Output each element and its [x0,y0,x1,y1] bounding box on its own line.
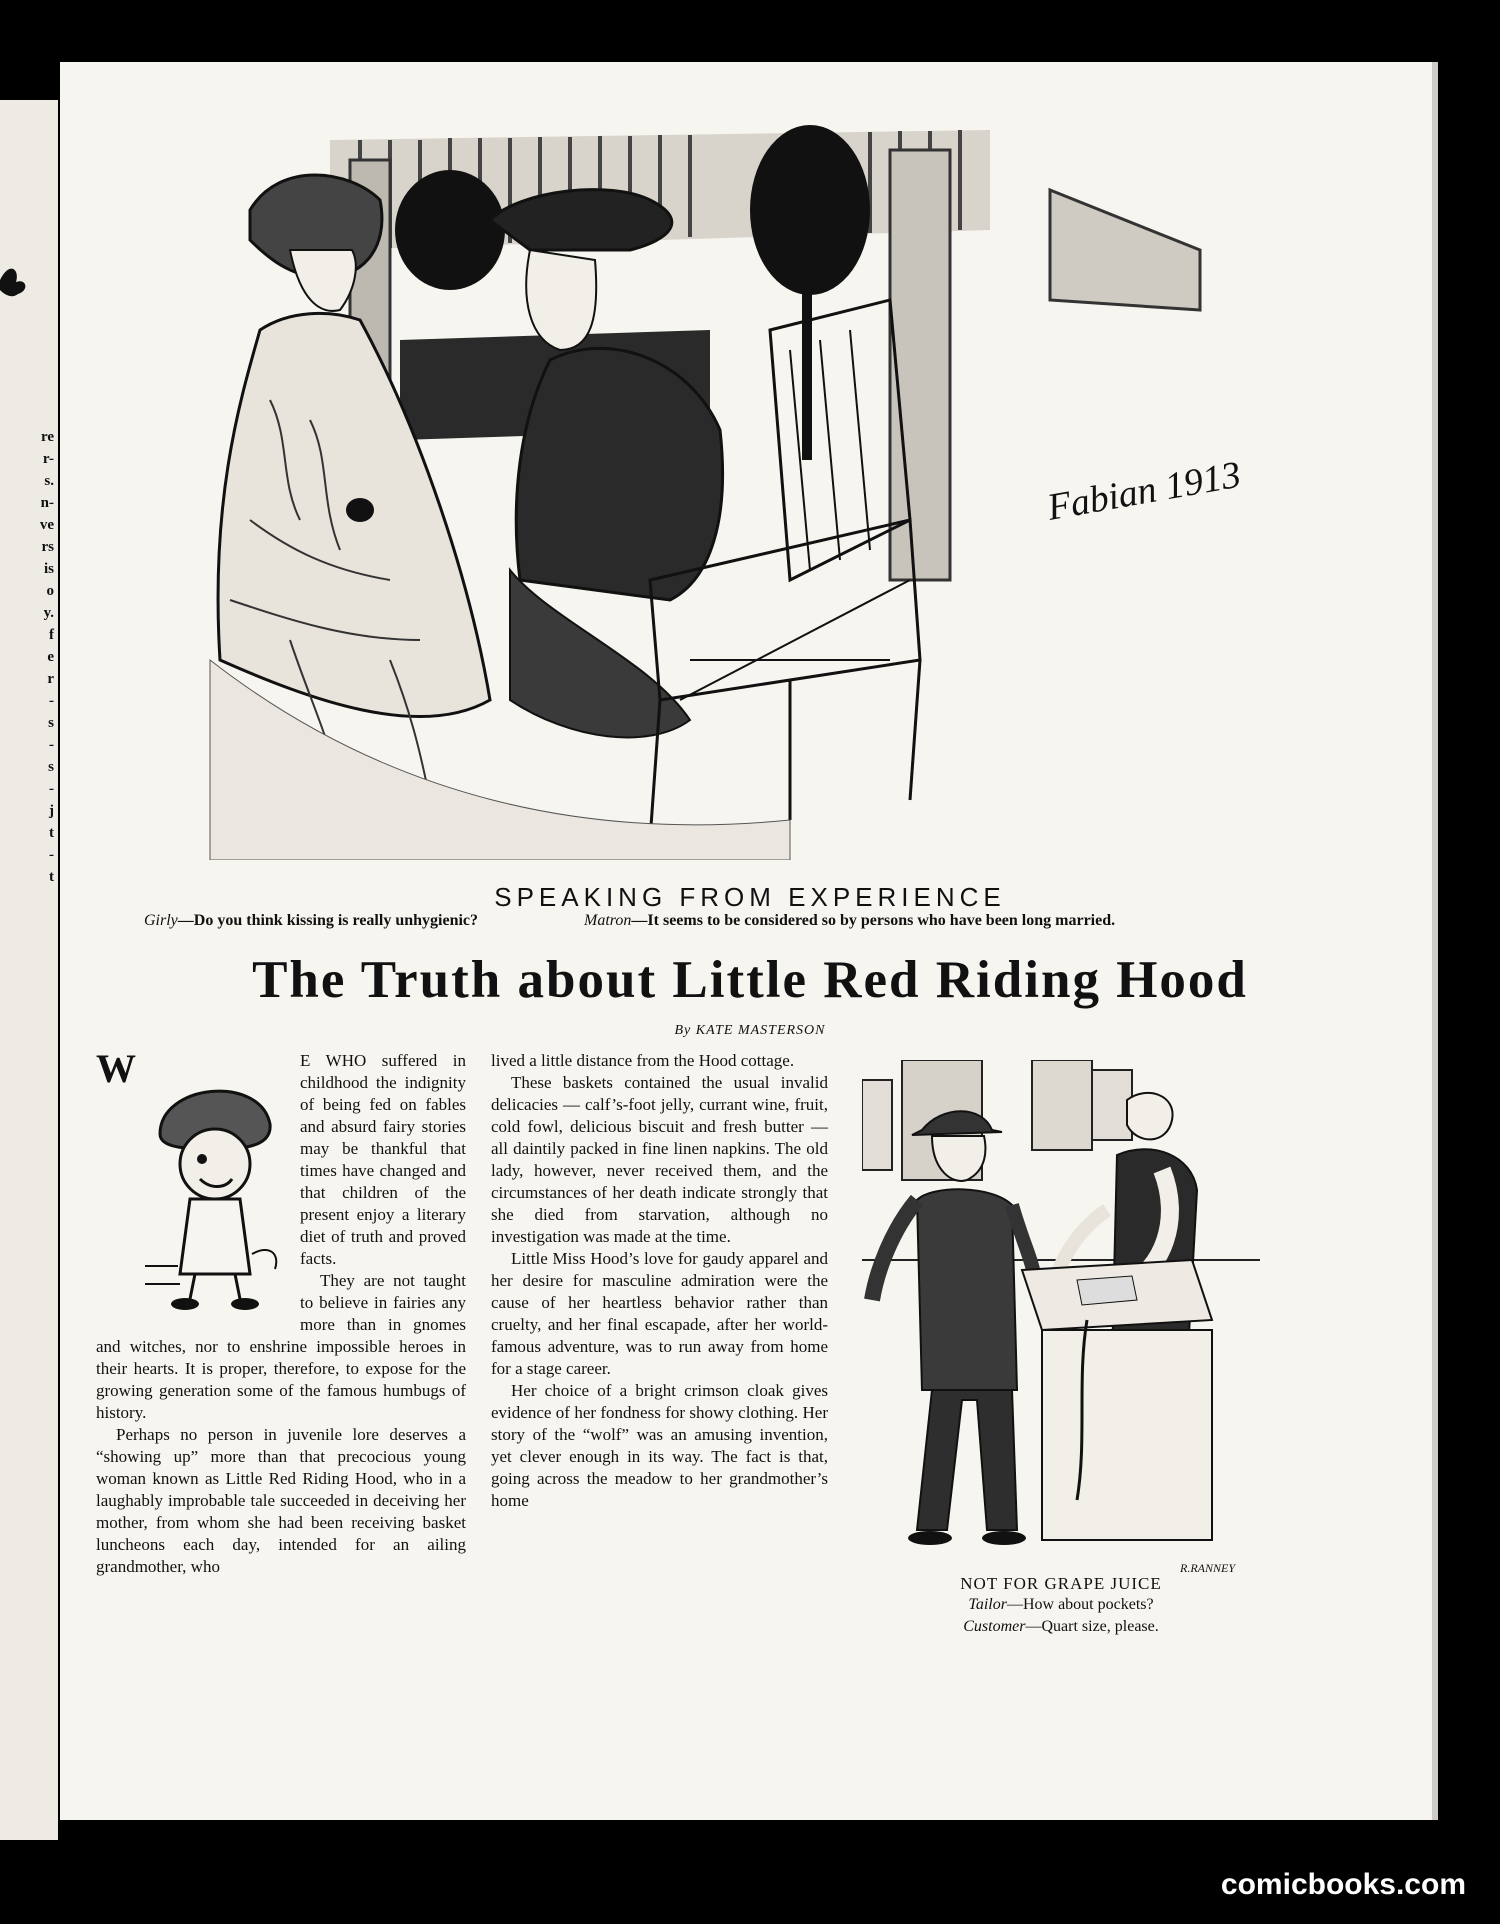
left-page-fragment: ve [39,517,54,533]
col1-paragraph-3: Perhaps no person in juvenile lore deserves a “showing up” more than that precocious young woman known as Little Red Riding Hood, who in a laughably improbable tale succeeded in deceiving her mother, from whom she had been receiving basket luncheons each day, intended for an ailing grandmother, who [96,1425,466,1576]
site-watermark: comicbooks.com [1220,1868,1466,1901]
left-page-fragment: s [48,715,54,731]
article-byline: By KATE MASTERSON [674,1023,826,1038]
left-page-fragment: - [49,781,54,797]
caption-text-customer: —Quart size, please. [1025,1618,1159,1635]
caption-speaker-matron: Matron [584,912,632,929]
cartoon-caption-line-2 [862,1618,1260,1636]
left-page-fragment: - [49,737,54,753]
left-page-fragment: r [47,671,54,687]
left-page-fragment: e [47,649,54,665]
left-page-fragment: o [46,583,54,599]
left-page-fragment: - [49,693,54,709]
article-title: The Truth about Little Red Riding Hood [252,951,1248,1009]
caption-text-tailor: —How about pockets? [1006,1596,1154,1613]
cartoon-caption-line-1 [862,1596,1260,1614]
caption-speaker-customer: Customer [963,1618,1026,1635]
left-page-fragment: - [49,847,54,863]
left-page-fragment: r- [42,451,54,467]
caption-speaker-girly: Girly [144,912,178,929]
col2-paragraph-1: lived a little distance from the Hood cottage. [491,1051,795,1070]
article-column-1 [96,1046,466,1578]
col2-paragraph-3: Little Miss Hood’s love for gaudy apparel and her desire for masculine admiration were the cause of her heartless behavior rather than cruelty, and her final escapade, after her world-famous adventure, was to run away from home for a stage career. [491,1249,828,1378]
article-column-2 [491,1050,828,1512]
left-page-fragment: is [43,561,54,577]
caption-right [584,912,1115,930]
left-page-fragment: t [49,825,54,841]
cartoon-caption-title: NOT FOR GRAPE JUICE [960,1574,1162,1593]
top-caption-title: SPEAKING FROM EXPERIENCE [494,882,1006,912]
left-page-fragment: t [49,869,54,885]
top-illustration [90,100,1250,860]
col1-paragraph-2: They are not taught to believe in fairies any more than in gnomes and witches, nor to enshrine impossible heroes in their hearts. It is proper, therefore, to expose for the growing generation some of the famous humbugs of history. [96,1271,466,1422]
bush-left [395,170,505,290]
counter-drawing [1022,1260,1212,1540]
col1-first-paragraph: E WHO suffered in childhood the indignity of being fed on fables and absurd fairy stories may be thankful that times have changed and that children of the present enjoy a literary diet of truth and proved facts. [300,1051,466,1268]
left-page-fragment: n- [40,495,54,511]
left-page-fragment: f [49,627,54,643]
dropcap: W [96,1046,136,1091]
caption-speaker-tailor: Tailor [968,1596,1007,1613]
cartoon-signature: R.RANNEY [1180,1561,1236,1575]
left-page-fragment: s [48,759,54,775]
caption-text-matron: —It seems to be considered so by persons who have been long married. [631,912,1116,929]
page-edge-shadow [1432,62,1438,1820]
caption-text-girly: —Do you think kissing is really unhygienic? [177,912,479,929]
col2-paragraph-2: These baskets contained the usual invalid delicacies — calf’s-foot jelly, currant wine, fruit, cold fowl, delicious biscuit and fresh butter — all daintily packed in fine linen napkins. The old lady, however, never received them, and the circumstances of her death indicate strongly that she died from starvation, although no investigation was made at the time. [491,1073,828,1246]
left-page-fragment: y. [43,605,54,621]
left-page-fragment: j [49,803,54,819]
left-page-fragment: rs [41,539,54,555]
left-page-fragment: s. [44,473,54,489]
left-page-ornament [0,220,58,340]
col2-paragraph-4: Her choice of a bright crimson cloak gives evidence of her fondness for showy clothing. Her story of the “wolf” was an amusing invention, yet clever enough in its way. The fact is that, going across the meadow to her grandmother’s home [491,1381,828,1510]
top-caption-dialog [144,912,1234,930]
pillar-right [890,150,950,580]
bush-right [750,125,870,295]
tailor-cartoon [862,1060,1260,1580]
left-page-fragment: re [40,429,54,445]
top-illustration-signature: Fabian 1913 [1044,453,1244,529]
boy-in-cap-illustration [140,1054,290,1318]
